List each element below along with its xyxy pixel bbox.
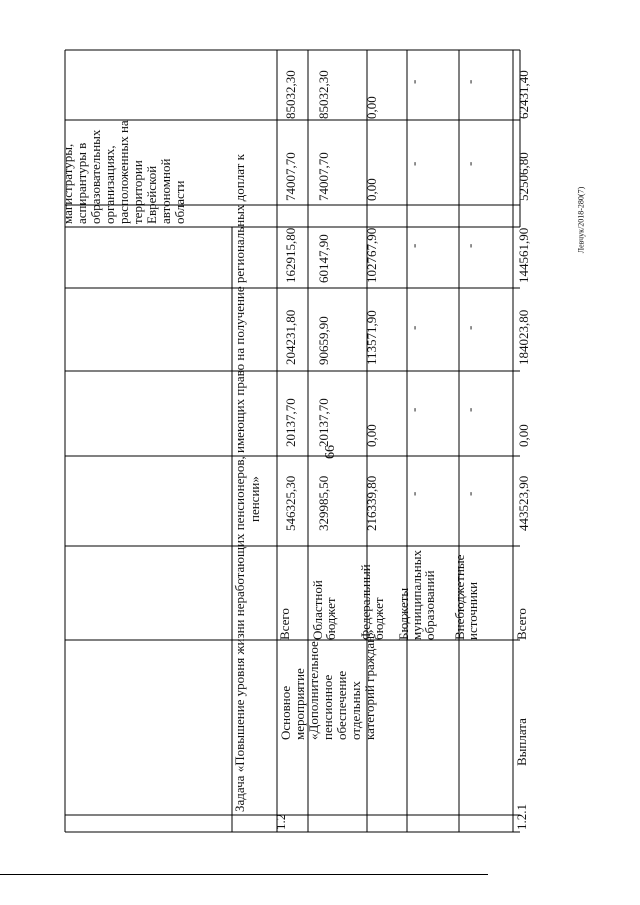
continuation-cell-line: образовательных [88, 129, 103, 224]
row-1-2-value [364, 424, 379, 447]
value-text: 20137,70 [316, 398, 331, 447]
row-1-2-1-source [514, 608, 529, 640]
row-1-2-value [364, 228, 379, 283]
row-1-2-name-line: Основное [278, 685, 293, 740]
continuation-cell-line: аспирантуры в [74, 142, 89, 224]
row-1-2-value [462, 244, 477, 248]
row-1-2-name-line: отдельных [348, 681, 363, 740]
value-text: 102767,90 [364, 227, 379, 283]
value-text: 0,00 [364, 96, 379, 119]
row-1-2-1-source-line: Всего [514, 608, 529, 640]
row-1-2-1-value [516, 152, 531, 201]
row-1-2-value [316, 152, 331, 201]
value-text: - [462, 407, 477, 412]
row-1-2-1-number [514, 804, 529, 830]
row-1-2-value [283, 228, 298, 283]
row-1-2-name-line: пенсионное [320, 674, 335, 740]
row-1-2-1-number-line: 1.2.1 [514, 804, 529, 830]
value-text: 85032,30 [316, 70, 331, 119]
value-text: 0,00 [516, 424, 531, 447]
row-1-2-value [406, 162, 421, 166]
row-1-2-value [462, 326, 477, 330]
row-1-2-name-line: обеспечение [334, 670, 349, 740]
continuation-cell-line: Еврейской [144, 165, 159, 224]
row-1-2-1-value [516, 70, 531, 119]
row-1-2-source-label-line: Федеральный [358, 564, 373, 640]
value-text: 216339,80 [364, 475, 379, 531]
row-1-2-source-label-line: Бюджеты [396, 587, 411, 640]
row-1-2-1-value [516, 476, 531, 531]
continuation-cell-line: территории [130, 160, 145, 224]
value-text: 85032,30 [283, 70, 298, 119]
value-text: 90659,90 [316, 316, 331, 365]
value-text: 184023,80 [516, 309, 531, 365]
row-1-2-value [406, 408, 421, 412]
row-1-2-value [364, 476, 379, 531]
value-text: 74007,70 [283, 152, 298, 201]
continuation-cell-line: автономной [158, 158, 173, 224]
value-text: 162915,80 [283, 227, 298, 283]
row-1-2-value [283, 310, 298, 365]
row-1-2-source-label-line: Внебюджетные [452, 554, 467, 640]
task-title [232, 153, 262, 812]
value-text: - [406, 407, 421, 412]
continuation-cell-line: расположенных на [116, 120, 131, 224]
row-1-2-value [406, 80, 421, 84]
value-text: - [462, 325, 477, 330]
value-text: - [406, 243, 421, 248]
value-text: 144561,90 [516, 227, 531, 283]
row-1-2-value [462, 408, 477, 412]
row-1-2-value [462, 162, 477, 166]
row-1-2-value [283, 152, 298, 201]
value-text: - [406, 325, 421, 330]
value-text: 0,00 [364, 424, 379, 447]
row-1-2-value [316, 234, 331, 283]
value-text: 62431,40 [516, 70, 531, 119]
value-text: 74007,70 [316, 152, 331, 201]
footer-rule [0, 874, 488, 875]
row-1-2-1-name [514, 718, 529, 766]
row-1-2-1-value [516, 228, 531, 283]
row-1-2-source-label-line: муниципальных [409, 549, 424, 640]
row-1-2-value [316, 70, 331, 119]
continuation-cell-line: магистратуры, [60, 143, 75, 224]
row-1-2-value [364, 310, 379, 365]
row-1-2-value [283, 398, 298, 447]
continuation-cell [60, 120, 187, 224]
value-text: 113571,90 [364, 310, 379, 365]
document-code: Левчук/2018-280(7) [576, 186, 586, 254]
row-1-2-source-label [452, 554, 480, 640]
row-1-2-1-value [516, 310, 531, 365]
row-1-2-source-label-line: Всего [277, 608, 292, 640]
row-1-2-source-label-line: бюджет [371, 597, 386, 640]
row-1-2-source-label [310, 580, 338, 640]
row-1-2-value [462, 492, 477, 496]
page-number: 66 [323, 445, 338, 459]
row-1-2-value [406, 244, 421, 248]
task-title-line: пенсии» [247, 476, 262, 522]
value-text: - [406, 491, 421, 496]
row-1-2-value [283, 70, 298, 119]
row-1-2-source-label [358, 564, 386, 640]
value-text: 52506,80 [516, 152, 531, 201]
row-1-2-source-label-line: Областной [310, 580, 325, 640]
value-text: - [462, 491, 477, 496]
value-text: - [406, 79, 421, 84]
row-1-2-number [273, 814, 288, 830]
value-text: 0,00 [364, 178, 379, 201]
value-text: 204231,80 [283, 309, 298, 365]
value-text: 20137,70 [283, 398, 298, 447]
continuation-cell-line: области [172, 180, 187, 224]
row-1-2-source-label [396, 549, 437, 640]
task-title-line: Задача «Повышение уровня жизни неработающих пенсионеров, имеющих право на получение региональных доплат к [232, 154, 247, 812]
row-1-2-value [316, 398, 331, 447]
row-1-2-number-line: 1.2 [273, 813, 288, 830]
value-text: 329985,50 [316, 475, 331, 531]
row-1-2-1-name-line: Выплата [514, 718, 529, 766]
continuation-cell-line: организациях, [102, 145, 117, 224]
value-text: 443523,90 [516, 475, 531, 531]
row-1-2-value [316, 316, 331, 365]
row-1-2-1-value [516, 424, 531, 447]
row-1-2-value [406, 326, 421, 330]
row-1-2-source-label-line: бюджет [323, 597, 338, 640]
row-1-2-value [364, 96, 379, 119]
value-text: - [406, 161, 421, 166]
row-1-2-value [462, 80, 477, 84]
row-1-2-name-line: мероприятие [292, 668, 307, 740]
row-1-2-value [364, 178, 379, 201]
row-1-2-name-line: «Дополнительное [306, 641, 321, 740]
value-text: - [462, 243, 477, 248]
row-1-2-name-line: категорий граждан» [362, 629, 377, 740]
row-1-2-value [406, 492, 421, 496]
value-text: - [462, 79, 477, 84]
row-1-2-source-label-line: образований [422, 570, 437, 640]
value-text: - [462, 161, 477, 166]
value-text: 60147,90 [316, 234, 331, 283]
row-1-2-source-label [277, 608, 292, 640]
row-1-2-value [316, 476, 331, 531]
row-1-2-source-label-line: источники [465, 581, 480, 640]
row-1-2-name [278, 629, 377, 740]
value-text: 546325,30 [283, 475, 298, 531]
row-1-2-value [283, 476, 298, 531]
